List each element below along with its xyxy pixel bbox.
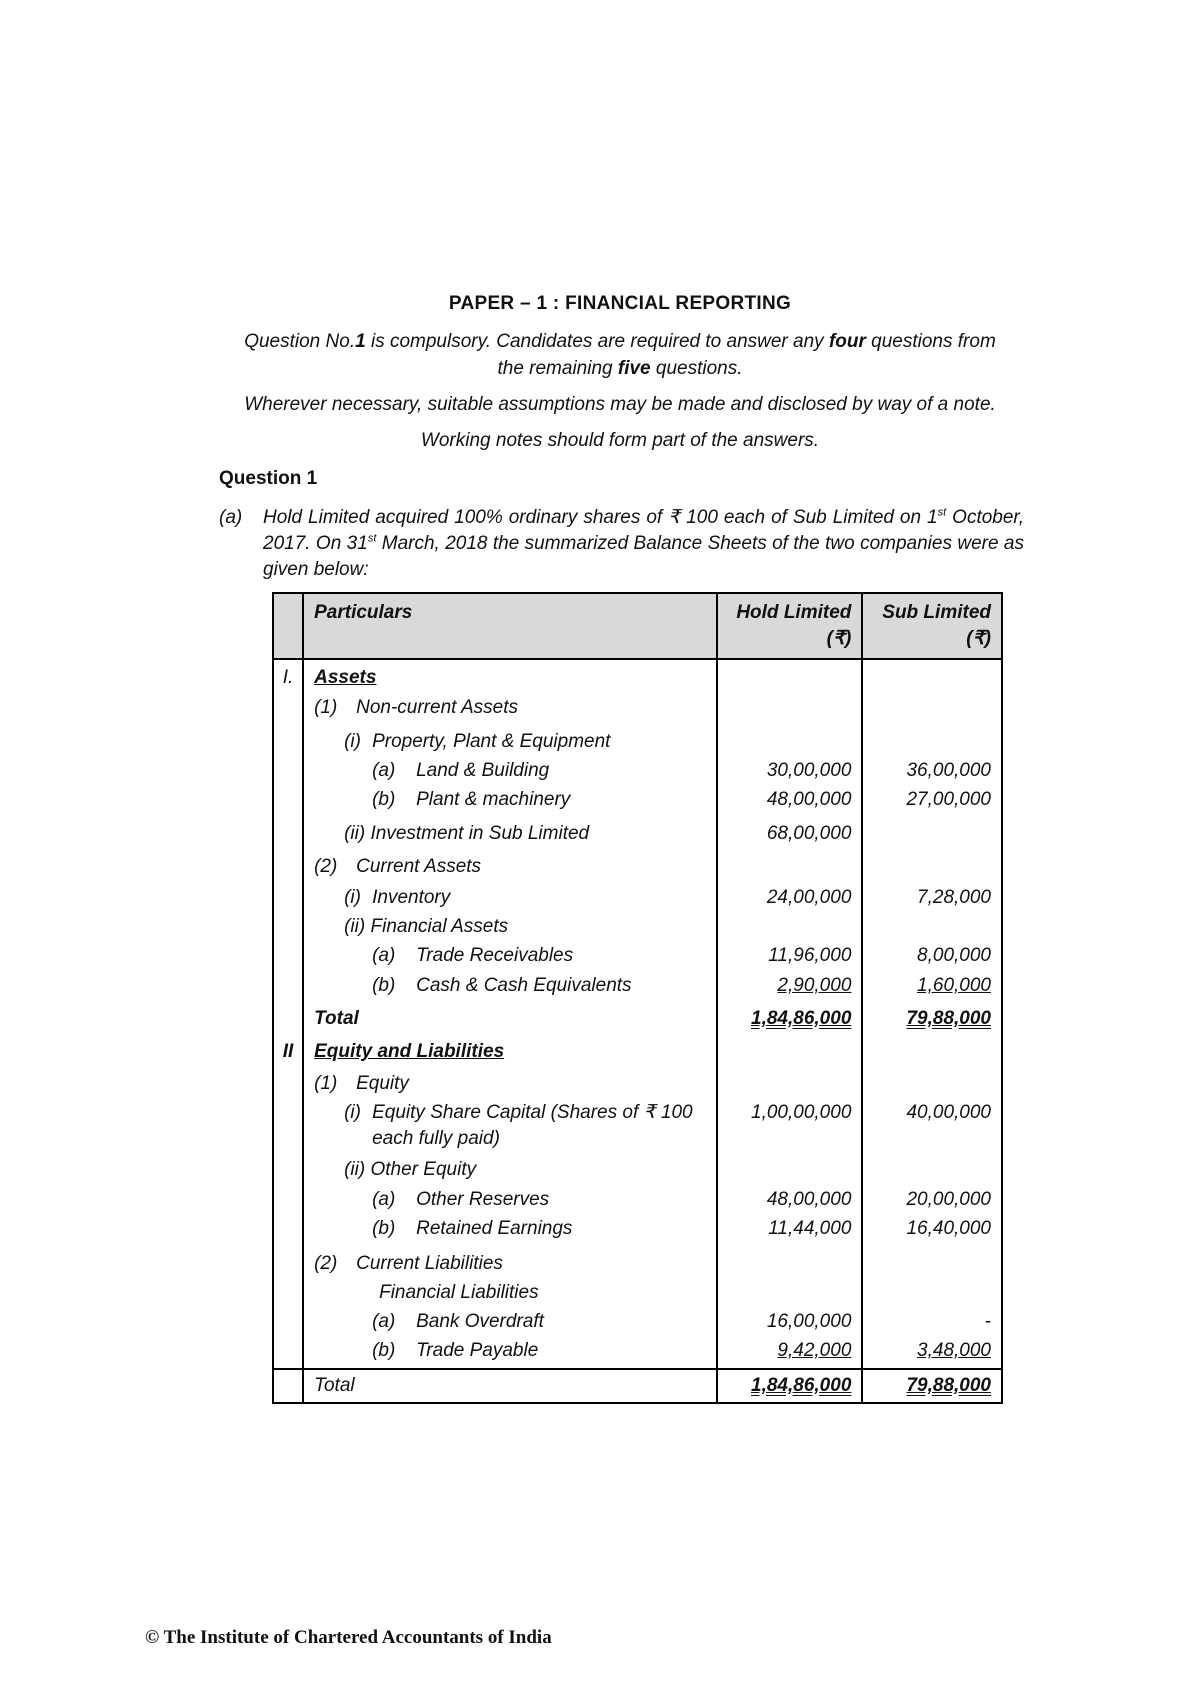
instr-bold: four <box>828 331 866 352</box>
table-header-row <box>273 593 1002 659</box>
table-row <box>273 1071 1002 1100</box>
section-heading-equity: Equity and Liabilities <box>303 1039 717 1071</box>
row-particulars <box>303 729 717 758</box>
superscript: st <box>937 506 947 519</box>
sub-value: - <box>862 1309 1002 1338</box>
hold-value: 1,00,00,000 <box>717 1100 863 1157</box>
row-text: Non-current Assets <box>356 697 519 718</box>
row-number: (ii) <box>344 1159 366 1180</box>
row-number: (b) <box>372 975 396 996</box>
row-text: Other Reserves <box>416 1189 550 1210</box>
row-roman <box>273 1100 303 1157</box>
row-particulars <box>303 854 717 885</box>
row-roman <box>273 854 303 885</box>
header-sub-label: Sub Limited <box>882 602 991 623</box>
sub-value: 3,48,000 <box>917 1340 991 1361</box>
part-text <box>263 505 1024 583</box>
row-number: (b) <box>372 1340 396 1361</box>
hold-value: 68,00,000 <box>717 821 863 854</box>
row-roman: II <box>273 1039 303 1071</box>
hold-value <box>717 914 863 943</box>
assets-total-label: Total <box>303 1006 717 1039</box>
row-text: Current Assets <box>356 856 482 877</box>
section-heading-assets: Assets <box>303 659 717 695</box>
row-particulars <box>303 973 717 1006</box>
row-roman <box>273 821 303 854</box>
instr-text: questions from <box>865 331 996 352</box>
hold-value: 9,42,000 <box>777 1340 852 1361</box>
liabilities-total-label: Total <box>303 1369 717 1403</box>
row-particulars <box>303 1309 717 1338</box>
row-particulars <box>303 1071 717 1100</box>
row-particulars <box>303 1251 717 1280</box>
sub-total: 79,88,000 <box>906 1008 991 1029</box>
instruction-line-4: Working notes should form part of the answers. <box>420 430 820 451</box>
row-particulars <box>303 1187 717 1216</box>
table-row <box>273 1157 1002 1187</box>
sub-value: 8,00,000 <box>862 943 1002 973</box>
table-row <box>273 914 1002 943</box>
table-row <box>273 659 1002 695</box>
row-text: Equity Share Capital (Shares of ₹ 100 each fully paid) <box>372 1102 693 1149</box>
row-text: Cash & Cash Equivalents <box>416 975 632 996</box>
table-row <box>273 1216 1002 1251</box>
row-text: Financial Liabilities <box>379 1282 539 1303</box>
row-roman <box>273 1071 303 1100</box>
hold-value: 48,00,000 <box>717 1187 863 1216</box>
sub-value: 7,28,000 <box>862 885 1002 914</box>
sub-value <box>862 695 1002 729</box>
row-roman <box>273 914 303 943</box>
hold-total: 1,84,86,000 <box>751 1008 852 1029</box>
row-text: Equity <box>356 1073 409 1094</box>
row-number: (1) <box>314 1073 338 1094</box>
sub-value <box>862 1157 1002 1187</box>
table-row <box>273 695 1002 729</box>
row-particulars <box>303 1216 717 1251</box>
hold-value <box>717 1071 863 1100</box>
paper-title: PAPER – 1 : FINANCIAL REPORTING <box>448 293 792 314</box>
instruction-line-3: Wherever necessary, suitable assumptions may be made and disclosed by way of a note. <box>244 394 996 415</box>
instr-bold: 1 <box>355 331 366 352</box>
instruction-line-1 <box>0 328 1200 355</box>
table-total-row <box>273 1369 1002 1403</box>
row-roman <box>273 885 303 914</box>
instr-text: is compulsory. Candidates are required to answer any <box>365 331 829 352</box>
row-text: Trade Payable <box>416 1340 539 1361</box>
table-row <box>273 1006 1002 1039</box>
row-particulars <box>303 758 717 787</box>
balance-sheet-table <box>272 592 1003 1404</box>
row-roman: I. <box>273 659 303 695</box>
sub-value: 40,00,000 <box>862 1100 1002 1157</box>
header-sub-limited <box>862 593 1002 659</box>
header-sub-unit: (₹) <box>966 628 991 649</box>
row-particulars <box>303 787 717 821</box>
table-row <box>273 885 1002 914</box>
part-text-2: October, 2017. On 31 <box>263 507 1024 554</box>
table-row <box>273 758 1002 787</box>
row-number: (a) <box>372 760 396 781</box>
row-particulars <box>303 885 717 914</box>
row-number: (b) <box>372 1218 396 1239</box>
sub-value <box>862 1071 1002 1100</box>
hold-value <box>717 1280 863 1309</box>
row-text: Other Equity <box>370 1159 477 1180</box>
table-row <box>273 1039 1002 1071</box>
footer-copyright: © The Institute of Chartered Accountants of India <box>145 1627 552 1648</box>
sub-value <box>862 1251 1002 1280</box>
hold-value <box>717 854 863 885</box>
table-row <box>273 943 1002 973</box>
table-row <box>273 821 1002 854</box>
row-roman <box>273 729 303 758</box>
table-row <box>273 1309 1002 1338</box>
row-particulars <box>303 1100 717 1157</box>
table-row <box>273 1251 1002 1280</box>
hold-value: 24,00,000 <box>717 885 863 914</box>
part-text-1: Hold Limited acquired 100% ordinary shares of ₹ 100 each of Sub Limited on 1 <box>263 507 938 528</box>
row-number: (a) <box>372 1189 396 1210</box>
sub-value: 20,00,000 <box>862 1187 1002 1216</box>
table-row <box>273 1338 1002 1369</box>
table-row <box>273 1100 1002 1157</box>
row-text: Retained Earnings <box>416 1218 573 1239</box>
instruction-line-2 <box>0 355 1200 382</box>
sub-value: 36,00,000 <box>862 758 1002 787</box>
part-label: (a) <box>219 507 243 528</box>
sub-value <box>862 729 1002 758</box>
sub-value: 16,40,000 <box>862 1216 1002 1251</box>
row-number: (i) <box>344 731 361 752</box>
row-roman <box>273 1280 303 1309</box>
row-number: (i) <box>344 1102 361 1123</box>
row-roman <box>273 1157 303 1187</box>
header-hold-unit: (₹) <box>826 628 852 649</box>
row-text: Inventory <box>372 887 451 908</box>
hold-value <box>717 1251 863 1280</box>
row-text: Current Liabilities <box>356 1253 503 1274</box>
instr-bold: five <box>617 358 651 379</box>
hold-value <box>717 729 863 758</box>
instr-text: the remaining <box>497 358 618 379</box>
sub-value <box>862 854 1002 885</box>
row-text: Trade Receivables <box>416 945 574 966</box>
sub-value: 1,60,000 <box>917 975 991 996</box>
row-particulars <box>303 1157 717 1187</box>
table-row <box>273 973 1002 1006</box>
row-roman <box>273 973 303 1006</box>
instr-text: questions. <box>650 358 743 379</box>
row-particulars <box>303 914 717 943</box>
sub-value <box>862 1280 1002 1309</box>
row-roman <box>273 1251 303 1280</box>
hold-value: 30,00,000 <box>717 758 863 787</box>
row-text: Bank Overdraft <box>416 1311 544 1332</box>
table-row <box>273 1280 1002 1309</box>
hold-value: 16,00,000 <box>717 1309 863 1338</box>
row-roman <box>273 1369 303 1403</box>
hold-value <box>717 1039 863 1071</box>
row-roman <box>273 695 303 729</box>
row-number: (i) <box>344 887 361 908</box>
row-number: (2) <box>314 856 338 877</box>
table-row <box>273 854 1002 885</box>
row-number: (a) <box>372 945 396 966</box>
superscript: st <box>367 532 377 545</box>
hold-value: 2,90,000 <box>777 975 852 996</box>
hold-value <box>717 695 863 729</box>
row-text: Property, Plant & Equipment <box>372 731 611 752</box>
sub-value <box>862 914 1002 943</box>
row-text: Financial Assets <box>370 916 509 937</box>
hold-value: 11,96,000 <box>717 943 863 973</box>
header-particulars: Particulars <box>303 593 717 659</box>
row-text: Land & Building <box>416 760 550 781</box>
row-roman <box>273 1338 303 1369</box>
row-roman <box>273 758 303 787</box>
table-row <box>273 787 1002 821</box>
row-text: Investment in Sub Limited <box>370 823 590 844</box>
row-particulars <box>303 1280 717 1309</box>
hold-total: 1,84,86,000 <box>751 1375 852 1396</box>
row-particulars <box>303 1338 717 1369</box>
row-particulars <box>303 695 717 729</box>
header-hold-limited <box>717 593 863 659</box>
row-number: (b) <box>372 789 396 810</box>
table-row <box>273 729 1002 758</box>
row-roman <box>273 1187 303 1216</box>
row-number: (ii) <box>344 823 366 844</box>
hold-value: 48,00,000 <box>717 787 863 821</box>
row-number: (ii) <box>344 916 366 937</box>
row-roman <box>273 1309 303 1338</box>
row-number: (2) <box>314 1253 338 1274</box>
row-particulars <box>303 821 717 854</box>
row-roman <box>273 1006 303 1039</box>
header-blank <box>273 593 303 659</box>
sub-value <box>862 659 1002 695</box>
row-number: (a) <box>372 1311 396 1332</box>
row-roman <box>273 943 303 973</box>
part-text-3: March, 2018 the summarized Balance Sheets of the two companies were as given below: <box>263 533 1024 580</box>
sub-value <box>862 1039 1002 1071</box>
sub-value <box>862 821 1002 854</box>
table-row <box>273 1187 1002 1216</box>
hold-value <box>717 1157 863 1187</box>
sub-total: 79,88,000 <box>906 1375 991 1396</box>
sub-value: 27,00,000 <box>862 787 1002 821</box>
row-number: (1) <box>314 697 338 718</box>
header-hold-label: Hold Limited <box>736 602 852 623</box>
row-roman <box>273 787 303 821</box>
row-text: Plant & machinery <box>416 789 571 810</box>
question-heading: Question 1 <box>219 468 318 489</box>
row-roman <box>273 1216 303 1251</box>
hold-value: 11,44,000 <box>717 1216 863 1251</box>
row-particulars <box>303 943 717 973</box>
instr-text: Question No. <box>244 331 356 352</box>
hold-value <box>717 659 863 695</box>
